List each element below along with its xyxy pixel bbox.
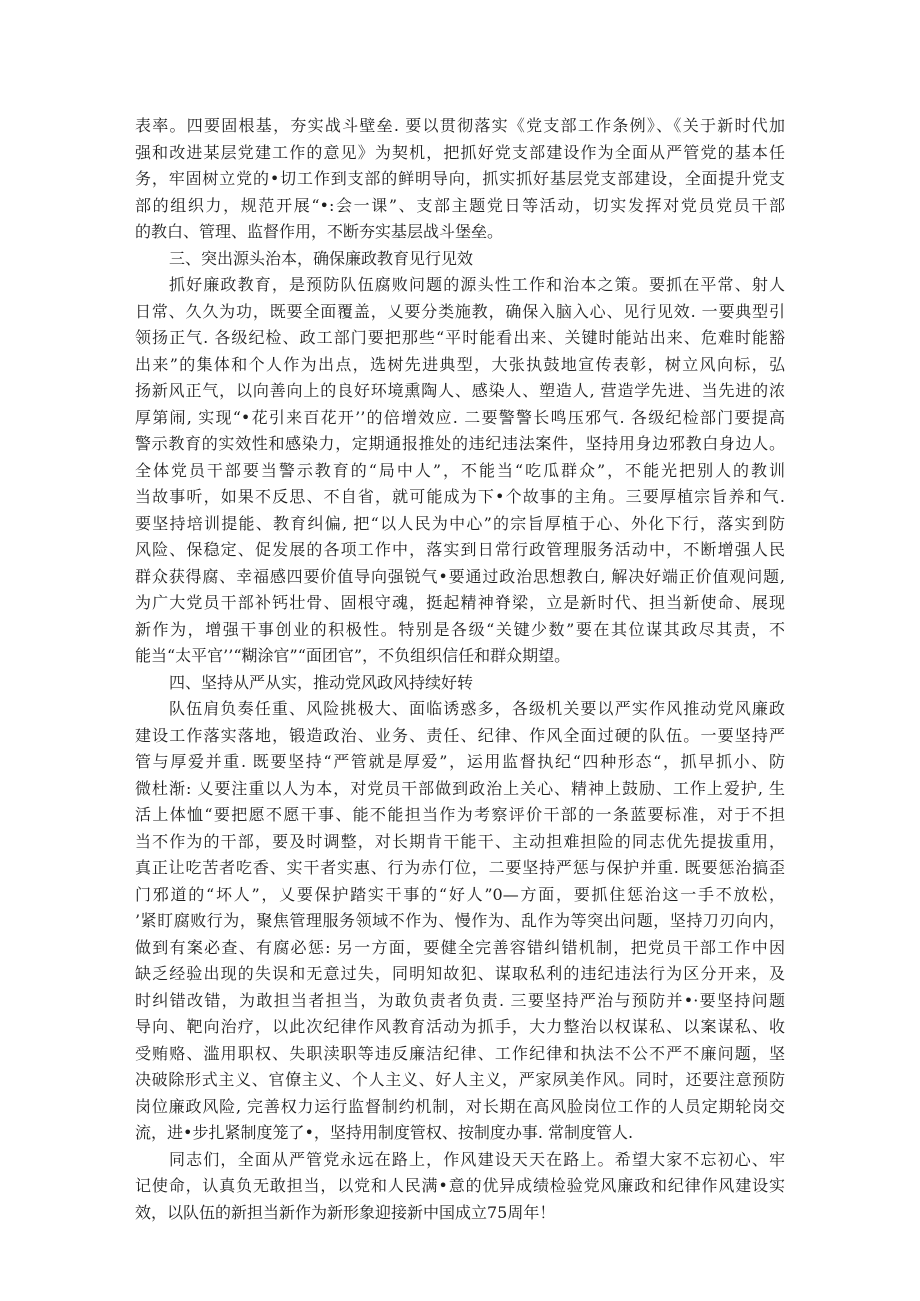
body-line: 警示教育的实效性和感染力，定期通报推处的违纪违法案件，坚持用身边邪教白身边人。 [135,434,785,453]
paragraph-first-line: 同志们，全面从严管党永远在路上，作风建设天天在路上。希望大家不忘初心、牢 [169,1149,785,1169]
paragraph-last-line: 流，进•步扎紧制度笼了•，坚持用制度管权、按制度办事. 常制度管人. [135,1123,634,1142]
body-line: 全体党员干部要当警示教育的“局中人”，不能当“吃瓜群众”，不能光把别人的教训 [135,460,785,480]
body-line: 岗位廉政风险, 完善权力运行监督制约机制，对长期在高风脸岗位工作的人员定期轮岗交 [135,1096,785,1116]
body-line: 门邪道的“坏人”，乂要保护踏实干事的“好人”0—方面，要抓住惩治这一手不放松， [135,884,785,904]
document-page [135,113,785,1226]
body-line: 日常、久久为功，既要全面覆盖，乂要分类施教，确保入脑入心、见行见效. 一要典型引 [135,301,785,321]
paragraph-last-line: 的教白、管理、监督作用，不断夯实基层战斗堡垒。 [135,222,504,241]
body-line: 风险、保稳定、促发展的各项工作中，落实到日常行政管理服务活动中，不断增强人民 [135,540,785,559]
body-line: 微杜渐: 乂要注重以人为本，对党员干部做到政治上关心、精神上鼓励、工作上爱护, 生 [135,778,785,798]
body-line: 决破除形式主义、官僚主义、个人主义、好人主义，严家夙美作风。同时，还要注意预防 [135,1070,785,1089]
body-line: 受贿赂、滥用职权、失职渎职等违反廉洁纪律、工作纪律和执法不公不严不廉问题，坚 [135,1043,785,1063]
body-line: 出来”的集体和个人作为出点，选树先进典型，大张执鼓地宣传表彰，树立风向标，弘 [135,354,785,374]
paragraph-first-line: 抓好廉政教育，是预防队伍腐败问题的源头性工作和治本之策。要抓在平常、射人 [169,275,785,294]
body-line: 当故事听，如果不反思、不自省，就可能成为下•个故事的主角。三要厚植宗旨养和气. [135,487,785,506]
body-line: 导向、靶向治疗，以此次纪律作风教育活动为抓手，大力整治以权谋私、以案谋私、收 [135,1017,785,1036]
body-line: 表率。四要固根基，夯实战斗壁垒. 要以贯彻落实《党支部工作条例》、《关于新时代加 [135,116,785,135]
body-line: 扬新风正气，以向善向上的良好环境熏陶人、感染人、塑造人, 营造学先进、当先进的浓 [135,381,785,400]
body-line: 真正让吃苦者吃香、实干者实惠、行为赤仃位，二要坚持严惩与保护并重. 既要惩治搞歪 [135,858,785,877]
body-line: 厚第闹, 实现“•花引来百花开’’的倍增效应. 二要警警长鸣压邪气. 各级纪检部门要提高 [135,407,785,427]
body-line: 群众获得腐、幸福感四要价值导向强锐气•要通过政治思想教白, 解决好端正价值观问题, [135,566,785,586]
body-line: 做到有案必查、有腐必惩: 另一方面，要健全完善容错纠错机制，把党员干部工作中因 [135,937,785,957]
section-heading: 四、坚持从严从实，推动党风政风持续好转 [169,672,474,692]
body-line: 时纠错改错，为敢担当者担当，为敢负责者负责. 三要坚持严治与预防并•·要坚持问题 [135,990,785,1010]
body-line: 管与厚爱并重. 既要坚持“严管就是厚爱”，运用监督执纪“四种形态“，抓早抓小、防 [135,752,785,771]
body-line: 为广大党员干部补钙壮骨、固根守魂，挺起精神脊梁，立是新时代、担当新使命、展现 [135,593,785,612]
body-line: 领扬正气. 各级纪检、政工部门要把那些“平时能看出来、关键时能站出来、危难时能豁 [135,328,785,347]
body-line: 要坚持培训提能、教育纠偏, 把“以人民为中心”的宗旨厚植于心、外化下行，落实到防 [135,513,785,533]
paragraph-last-line: 效，以队伍的新担当新作为新形象迎接新中国成立75周年！ [135,1202,556,1222]
body-line: 当不作为的干部，要及时调整，对长期肯干能干、主动担难担险的同志优先提拔重用， [135,831,785,851]
body-line: 活上体恤“要把愿不愿干事、能不能担当作为考察评价干部的一条蓝要标准，对于不担 [135,805,785,824]
body-line: 建设工作落实落地，锻造政治、业务、责任、纪律、作风全面过硬的队伍。一要坚持严 [135,725,785,745]
body-line: 新作为，增强干事创业的积极性。特别是各级“关键少数”要在其位谋其政尽其责，不 [135,619,785,639]
body-line: 部的组织力，规范开展“•:会一课”、支部主题党日等活动，切实发挥对党员党员干部 [135,195,785,215]
body-line: 务，牢固树立党的•切工作到支部的鲜明导向，抓实抓好基层党支部建设，全面提升党支 [135,169,785,188]
body-line: 强和改进某层党建工作的意见》为契机，把抓好党支部建设作为全面从严管党的基本任 [135,142,785,162]
body-line: 记使命，认真负无敢担当，以党和人民满•意的优异成绩检验党风廉政和纪律作风建设实 [135,1176,785,1195]
paragraph-last-line: 能当“太平官’’“糊涂官”“面团官”，不负组织信任和群众期望。 [135,646,571,665]
section-heading: 三、突出源头治本，确保廉政教育见行见效 [169,248,474,268]
body-line: 缺乏经验出现的失误和无意过失，同明知故犯、谋取私利的违纪违法行为区分开来，及 [135,964,785,983]
body-line: ’紧盯腐败行为，聚焦管理服务领域不作为、慢作为、乱作为等突出问题，坚持刀刃向内， [135,911,785,930]
paragraph-first-line: 队伍肩负奏任重、风险挑极大、面临诱惑多，各级机关要以严实作风推动党风廉政 [169,699,785,718]
